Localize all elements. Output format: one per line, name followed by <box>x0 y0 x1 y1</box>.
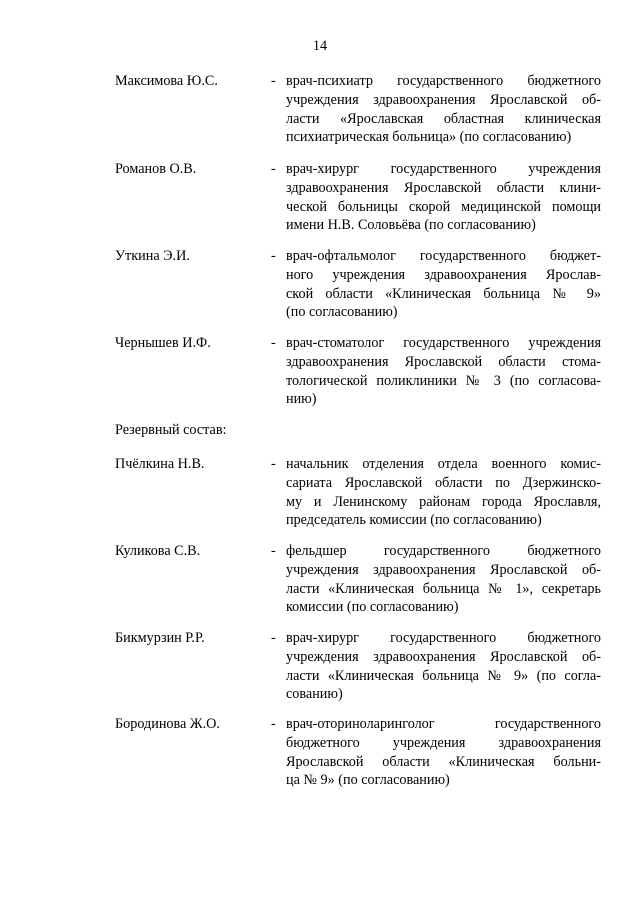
member-name: Романов О.В. <box>115 161 197 177</box>
description-line: здравоохранения Ярославской области клини- <box>286 179 601 196</box>
description-line: ного учреждения здравоохранения Ярослав- <box>286 266 601 283</box>
description-line: бюджетного учреждения здравоохранения <box>286 734 601 751</box>
member-name: Бородинова Ж.О. <box>115 716 220 732</box>
description-line: Ярославской области «Клиническая больни- <box>286 753 601 770</box>
description-line: имени Н.В. Соловьёва (по согласованию) <box>286 217 536 234</box>
description-line: ской области «Клиническая больница № 9» <box>286 285 601 302</box>
description-line: фельдшер государственного бюджетного <box>286 543 601 559</box>
member-name: Пчёлкина Н.В. <box>115 456 205 472</box>
member-dash: - <box>271 161 276 177</box>
member-dash: - <box>271 543 276 559</box>
member-name: Чернышев И.Ф. <box>115 335 211 351</box>
description-line: му и Ленинскому районам города Ярославля, <box>286 493 601 510</box>
description-line: ческой больницы скорой медицинской помощи <box>286 198 601 215</box>
description-line: учреждения здравоохранения Ярославской об- <box>286 91 601 108</box>
member-description <box>286 72 601 147</box>
member-description <box>286 629 601 704</box>
description-line: врач-офтальмолог государственного бюджет- <box>286 248 601 264</box>
description-line: врач-оториноларинголог государственного <box>286 716 601 732</box>
member-dash: - <box>271 335 276 351</box>
member-name: Максимова Ю.С. <box>115 73 218 89</box>
member-dash: - <box>271 456 276 472</box>
member-name: Куликова С.В. <box>115 543 201 559</box>
description-line: врач-психиатр государственного бюджетного <box>286 73 601 89</box>
description-line: ласти «Клиническая больница № 1», секретарь <box>286 580 601 597</box>
member-description <box>286 455 601 530</box>
member-description <box>286 247 601 322</box>
description-line: ласти «Клиническая больница № 9» (по согла- <box>286 667 601 684</box>
description-line: врач-стоматолог государственного учреждения <box>286 335 601 351</box>
member-name: Уткина Э.И. <box>115 248 190 264</box>
member-dash: - <box>271 630 276 646</box>
description-line: врач-хирург государственного бюджетного <box>286 630 601 646</box>
description-line: сованию) <box>286 686 343 703</box>
description-line: нию) <box>286 391 317 408</box>
member-dash: - <box>271 73 276 89</box>
member-description <box>286 715 601 790</box>
description-line: комиссии (по согласованию) <box>286 599 459 616</box>
reserve-section-heading: Резервный состав: <box>115 422 227 438</box>
description-line: учреждения здравоохранения Ярославской об- <box>286 648 601 665</box>
member-dash: - <box>271 716 276 732</box>
description-line: председатель комиссии (по согласованию) <box>286 512 542 529</box>
description-line: начальник отделения отдела военного комис- <box>286 456 601 472</box>
member-name: Бикмурзин Р.Р. <box>115 630 205 646</box>
description-line: тологической поликлиники № 3 (по согласова- <box>286 372 601 389</box>
description-line: (по согласованию) <box>286 304 398 321</box>
page-number: 14 <box>312 38 328 54</box>
description-line: врач-хирург государственного учреждения <box>286 161 601 177</box>
member-dash: - <box>271 248 276 264</box>
description-line: ца № 9» (по согласованию) <box>286 772 450 789</box>
description-line: здравоохранения Ярославской области стома- <box>286 353 601 370</box>
description-line: психиатрическая больница» (по согласованию) <box>286 129 572 146</box>
member-description <box>286 542 601 617</box>
description-line: ласти «Ярославская областная клиническая <box>286 110 601 127</box>
description-line: сариата Ярославской области по Дзержинско- <box>286 474 601 491</box>
member-description <box>286 334 601 409</box>
description-line: учреждения здравоохранения Ярославской об- <box>286 561 601 578</box>
member-description <box>286 160 601 235</box>
